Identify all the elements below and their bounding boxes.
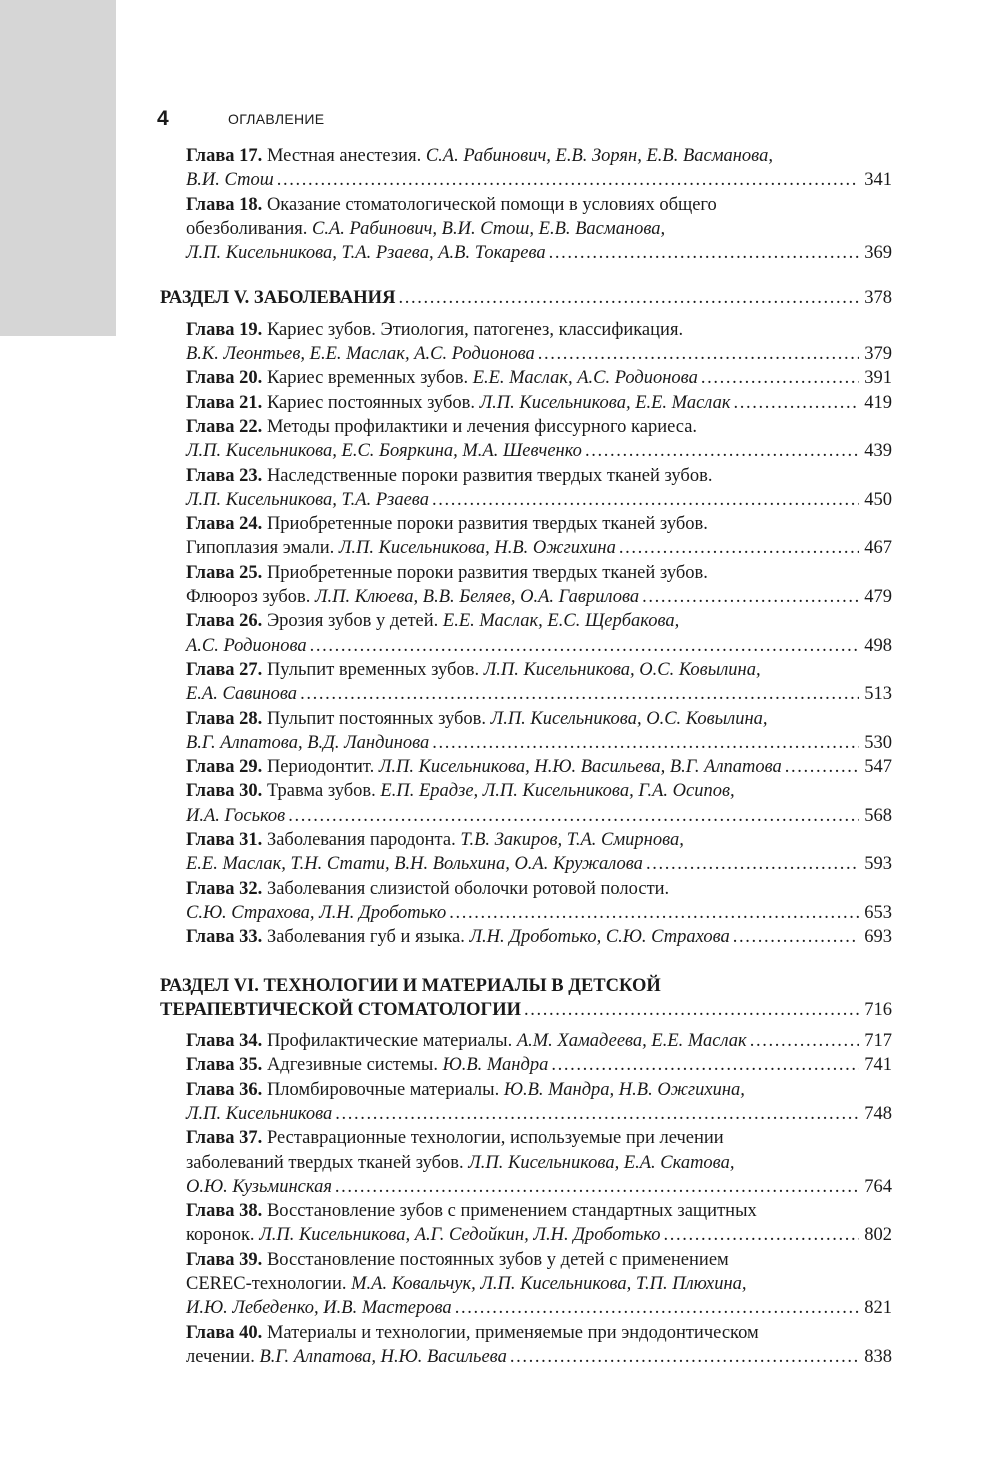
toc-entry-ch39[interactable] — [160, 1248, 892, 1321]
chapter-title: Реставрационные технологии, используемые при лечении — [266, 1128, 724, 1149]
chapter-authors: С.А. Рабинович, Е.В. Зорян, Е.В. Васманова, — [425, 146, 773, 166]
chapter-label: Глава 25. — [186, 562, 263, 583]
leader-dots — [432, 488, 859, 512]
chapter-label: Глава 31. — [186, 830, 263, 851]
chapter-title: лечении. — [186, 1346, 255, 1367]
chapter-label: Глава 32. — [186, 878, 263, 899]
toc-entry-ch27[interactable] — [160, 658, 892, 707]
leader-dots — [750, 1029, 859, 1053]
page-ref: 568 — [864, 805, 892, 826]
page-number: 4 — [157, 107, 169, 130]
chapter-authors: Л.П. Кисельникова, Е.А. Скатова, — [468, 1152, 735, 1173]
leader-dots — [335, 1102, 859, 1126]
leader-dots — [455, 1296, 859, 1320]
leader-dots — [785, 755, 859, 779]
leader-dots — [585, 439, 859, 463]
chapter-title: заболеваний твердых тканей зубов. — [186, 1152, 464, 1173]
page-ref: 821 — [864, 1298, 892, 1319]
chapter-label: Глава 36. — [186, 1079, 263, 1100]
chapter-authors: Л.П. Клюева, В.В. Беляев, О.А. Гаврилова — [315, 587, 640, 608]
toc-entry-ch24[interactable] — [160, 512, 892, 561]
chapter-label: Глава 17. — [186, 146, 263, 166]
chapter-label: Глава 27. — [186, 659, 263, 680]
chapter-authors: С.Ю. Страхова, Л.Н. Дроботько — [186, 902, 447, 923]
chapter-authors: Л.П. Кисельникова, Н.В. Ожгихина — [338, 538, 616, 559]
leader-dots — [538, 342, 859, 366]
chapter-authors: Л.П. Кисельникова — [186, 1103, 333, 1124]
running-title: ОГЛАВЛЕНИЕ — [228, 111, 325, 127]
chapter-authors: В.К. Леонтьев, Е.Е. Маслак, А.С. Родионова — [186, 344, 535, 365]
chapter-label: Глава 26. — [186, 611, 263, 632]
leader-dots — [619, 536, 859, 560]
chapter-authors: Л.П. Кисельникова, О.С. Ковылина, — [483, 659, 761, 680]
page-ref: 498 — [864, 635, 892, 656]
toc-entry-ch18[interactable] — [160, 193, 892, 266]
leader-dots — [300, 682, 859, 706]
chapter-title: Кариес постоянных зубов. — [266, 392, 476, 413]
toc-entry-ch38[interactable] — [160, 1199, 892, 1248]
page-ref: 378 — [864, 288, 892, 309]
chapter-authors: В.Г. Алпатова, В.Д. Ландинова — [186, 732, 430, 753]
chapter-authors: Ю.В. Мандра — [442, 1055, 549, 1076]
chapter-authors: Л.П. Кисельникова, Т.А. Рзаева, А.В. Токарева — [186, 243, 546, 264]
toc-entry-ch23[interactable] — [160, 464, 892, 513]
chapter-authors: Л.Н. Дроботько, С.Ю. Страхова — [469, 927, 730, 948]
chapter-authors: Ю.В. Мандра, Н.В. Ожгихина, — [503, 1079, 745, 1100]
chapter-title: Восстановление постоянных зубов у детей с применением — [266, 1249, 729, 1270]
toc-entry-ch25[interactable] — [160, 561, 892, 610]
chapter-authors: Л.П. Кисельникова, Е.Е. Маслак — [479, 392, 731, 413]
chapter-title: Местная анестезия. — [266, 146, 422, 166]
chapter-title: Пульпит постоянных зубов. — [266, 708, 487, 729]
chapter-title: Заболевания пародонта. — [266, 830, 456, 851]
leader-dots — [432, 731, 859, 755]
chapter-title: Восстановление зубов с применением стандартных защитных — [266, 1201, 757, 1222]
part-title: РАЗДЕЛ VI. ТЕХНОЛОГИИ И МАТЕРИАЛЫ В ДЕТСКОЙ — [160, 975, 661, 996]
chapter-label: Глава 39. — [186, 1249, 263, 1270]
chapter-label: Глава 37. — [186, 1128, 263, 1149]
chapter-authors: О.Ю. Кузьминская — [186, 1176, 332, 1197]
chapter-authors: И.А. Госьков — [186, 805, 286, 826]
leader-dots — [288, 804, 859, 828]
chapter-label: Глава 33. — [186, 927, 263, 948]
toc-entry-ch32[interactable] — [160, 877, 892, 926]
leader-dots — [510, 1345, 859, 1369]
leader-dots — [549, 241, 859, 265]
toc-entry-ch34[interactable] — [160, 1029, 892, 1053]
leader-dots — [733, 391, 859, 415]
page-ref: 341 — [864, 170, 892, 191]
chapter-title: Пульпит временных зубов. — [266, 659, 480, 680]
chapter-authors: М.А. Ковальчук, Л.П. Кисельникова, Т.П. Плюхина, — [351, 1274, 747, 1295]
page-ref: 716 — [864, 999, 892, 1020]
toc-entry-ch22[interactable] — [160, 415, 892, 464]
chapter-authors: Л.П. Кисельникова, Т.А. Рзаева — [186, 489, 429, 510]
chapter-title: Адгезивные системы. — [266, 1055, 438, 1076]
toc-entry-ch17[interactable] — [160, 144, 892, 193]
chapter-authors: Е.Е. Маслак, Е.С. Щербакова, — [442, 611, 680, 632]
leader-dots — [398, 286, 859, 310]
chapter-authors: Т.В. Закиров, Т.А. Смирнова, — [460, 830, 684, 851]
leader-dots — [310, 634, 859, 658]
toc-entry-ch37[interactable] — [160, 1126, 892, 1199]
chapter-authors: Е.А. Савинова — [186, 684, 298, 705]
page-ref: 748 — [864, 1103, 892, 1124]
chapter-label: Глава 30. — [186, 781, 263, 802]
page-ref: 838 — [864, 1346, 892, 1367]
chapter-authors: В.И. Стош — [186, 170, 274, 191]
chapter-label: Глава 21. — [186, 392, 263, 413]
page-ref: 547 — [864, 757, 892, 778]
part-title: ТЕРАПЕВТИЧЕСКОЙ СТОМАТОЛОГИИ — [160, 999, 522, 1020]
toc-entry-ch19[interactable] — [160, 318, 892, 367]
leader-dots — [701, 366, 859, 390]
chapter-authors: А.С. Родионова — [186, 635, 307, 656]
chapter-authors: Л.П. Кисельникова, А.Г. Седойкин, Л.Н. Дроботько — [259, 1225, 661, 1246]
page-ref: 693 — [864, 927, 892, 948]
leader-dots — [551, 1053, 859, 1077]
leader-dots — [642, 585, 859, 609]
page-ref: 379 — [864, 344, 892, 365]
leader-dots — [524, 998, 859, 1022]
chapter-label: Глава 28. — [186, 708, 263, 729]
page-ref: 467 — [864, 538, 892, 559]
page-ref: 439 — [864, 441, 892, 462]
chapter-title: Приобретенные пороки развития твердых тканей зубов. — [266, 562, 708, 583]
chapter-label: Глава 40. — [186, 1322, 263, 1343]
chapter-authors: И.Ю. Лебеденко, И.В. Мастерова — [186, 1298, 452, 1319]
chapter-label: Глава 23. — [186, 465, 263, 486]
page-ref: 717 — [864, 1031, 892, 1052]
chapter-title: Материалы и технологии, применяемые при эндодонтическом — [266, 1322, 759, 1343]
chapter-title: Профилактические материалы. — [266, 1031, 513, 1052]
page-ref: 802 — [864, 1225, 892, 1246]
leader-dots — [733, 925, 859, 949]
page-ref: 391 — [864, 368, 892, 389]
gray-margin-block — [0, 0, 116, 336]
page-ref: 513 — [864, 684, 892, 705]
page-ref: 593 — [864, 854, 892, 875]
chapter-authors: А.М. Хамадеева, Е.Е. Маслак — [516, 1031, 747, 1052]
chapter-title: Эрозия зубов у детей. — [266, 611, 439, 632]
chapter-title: Флюороз зубов. — [186, 587, 311, 608]
leader-dots — [449, 901, 859, 925]
toc-part-5[interactable] — [160, 286, 892, 310]
part-title: РАЗДЕЛ V. ЗАБОЛЕВАНИЯ — [160, 288, 396, 309]
chapter-title: Гипоплазия эмали. — [186, 538, 335, 559]
chapter-authors: Е.Е. Маслак, А.С. Родионова — [472, 368, 698, 389]
leader-dots — [277, 168, 859, 192]
page-ref: 450 — [864, 489, 892, 510]
chapter-title: обезболивания. — [186, 218, 308, 239]
chapter-title: Приобретенные пороки развития твердых тканей зубов. — [266, 514, 708, 535]
toc-entry-ch33[interactable] — [160, 925, 892, 949]
chapter-title: Кариес временных зубов. — [266, 368, 469, 389]
chapter-title: Периодонтит. — [266, 757, 375, 778]
chapter-title: Заболевания слизистой оболочки ротовой полости. — [266, 878, 670, 899]
page-ref: 419 — [864, 392, 892, 413]
toc-entry-ch31[interactable] — [160, 828, 892, 877]
toc-part-6[interactable] — [160, 974, 892, 1023]
page-ref: 653 — [864, 902, 892, 923]
chapter-title: Оказание стоматологической помощи в условиях общего — [266, 194, 717, 215]
toc-entry-ch29[interactable] — [160, 755, 892, 779]
chapter-label: Глава 24. — [186, 514, 263, 535]
toc-entry-ch35[interactable] — [160, 1053, 892, 1077]
page-ref: 479 — [864, 587, 892, 608]
toc-entry-ch21[interactable] — [160, 391, 892, 415]
chapter-label: Глава 38. — [186, 1201, 263, 1222]
chapter-label: Глава 20. — [186, 368, 263, 389]
chapter-authors: Е.П. Ерадзе, Л.П. Кисельникова, Г.А. Осипов, — [380, 781, 735, 802]
toc-entry-ch36[interactable] — [160, 1078, 892, 1127]
leader-dots — [646, 852, 859, 876]
chapter-authors: В.Г. Алпатова, Н.Ю. Васильева — [259, 1346, 507, 1367]
toc-entry-ch40[interactable] — [160, 1321, 892, 1370]
toc-entry-ch20[interactable] — [160, 366, 892, 390]
table-of-contents — [160, 144, 892, 1369]
toc-entry-ch26[interactable] — [160, 609, 892, 658]
chapter-title: Кариес зубов. Этиология, патогенез, классификация. — [266, 319, 684, 340]
chapter-title: Методы профилактики и лечения фиссурного кариеса. — [266, 416, 698, 437]
page-ref: 369 — [864, 243, 892, 264]
leader-dots — [664, 1223, 859, 1247]
chapter-authors: Л.П. Кисельникова, О.С. Ковылина, — [490, 708, 768, 729]
chapter-label: Глава 35. — [186, 1055, 263, 1076]
chapter-label: Глава 19. — [186, 319, 263, 340]
chapter-title: Травма зубов. — [266, 781, 376, 802]
page-ref: 741 — [864, 1055, 892, 1076]
chapter-title: Пломбировочные материалы. — [266, 1079, 500, 1100]
chapter-title: Заболевания губ и языка. — [266, 927, 465, 948]
page-ref: 764 — [864, 1176, 892, 1197]
chapter-label: Глава 34. — [186, 1031, 263, 1052]
chapter-title: Наследственные пороки развития твердых тканей зубов. — [266, 465, 713, 486]
chapter-authors: Е.Е. Маслак, Т.Н. Стати, В.Н. Вольхина, О.А. Кружалова — [186, 854, 643, 875]
toc-entry-ch28[interactable] — [160, 707, 892, 756]
chapter-label: Глава 29. — [186, 757, 263, 778]
leader-dots — [335, 1175, 859, 1199]
chapter-authors: Л.П. Кисельникова, Н.Ю. Васильева, В.Г. Алпатова — [378, 757, 782, 778]
chapter-title: CEREC-технологии. — [186, 1274, 347, 1295]
chapter-label: Глава 18. — [186, 194, 263, 215]
chapter-label: Глава 22. — [186, 416, 263, 437]
chapter-title: коронок. — [186, 1225, 255, 1246]
page-ref: 530 — [864, 732, 892, 753]
chapter-authors: С.А. Рабинович, В.И. Стош, Е.В. Васманова, — [311, 218, 666, 239]
chapter-authors: Л.П. Кисельникова, Е.С. Бояркина, М.А. Шевченко — [186, 441, 582, 462]
toc-entry-ch30[interactable] — [160, 779, 892, 828]
